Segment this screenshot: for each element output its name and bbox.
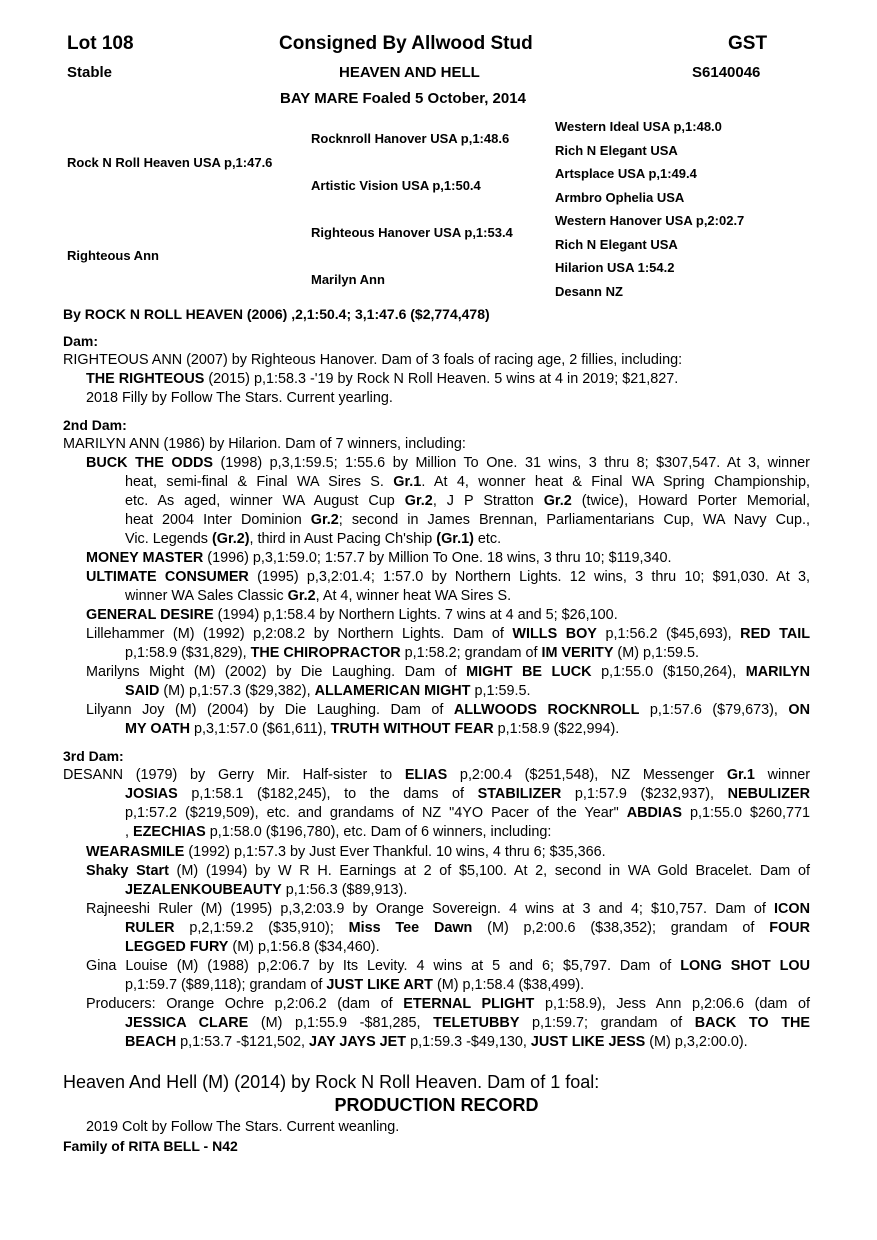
pedigree-g8: Desann NZ (555, 284, 623, 299)
dam-entry-1: THE RIGHTEOUS (2015) p,1:58.3 -'19 by Rock N Roll Heaven. 5 wins at 4 in 2019; $21,827. (86, 371, 679, 387)
entry-shaky-start: Shaky Start (M) (1994) by W R H. Earnings at 2 of $5,100. At 2, second in WA Gold Bracelet. Dam of JEZALENKOUBEAUTY p,1:56.3 ($89,913). (86, 863, 810, 898)
sale-code: GST (728, 33, 768, 54)
second-dam-heading: 2nd Dam: (63, 417, 127, 433)
third-dam-intro: DESANN (1979) by Gerry Mir. Half-sister to ELIAS p,2:00.4 ($251,548), NZ Messenger Gr.1 winner JOSIAS p,1:58.1 ($182,245), to the dams of STABILIZER p,1:57.9 ($232,937), NEBULIZER p,1:57.2 ($219,509), etc. and grandams of NZ "4YO Pacer of the Year" ABDIAS p,1:55.0 $260,771 , EZECHIAS p,1:58.0 ($196,780), etc. Dam of 6 winners, including: (63, 767, 811, 840)
production-heading: PRODUCTION RECORD (334, 1095, 539, 1115)
horse-id: S6140046 (692, 64, 761, 81)
pedigree-g7: Hilarion USA 1:54.2 (555, 260, 675, 275)
pedigree-g4: Armbro Ophelia USA (555, 190, 685, 205)
pedigree-g6: Rich N Elegant USA (555, 237, 678, 252)
pedigree-g5: Western Hanover USA p,2:02.7 (555, 213, 745, 228)
sire-record: By ROCK N ROLL HEAVEN (2006) ,2,1:50.4; 3,1:47.6 ($2,774,478) (63, 306, 490, 322)
family-line: Family of RITA BELL - N42 (63, 1138, 238, 1154)
pedigree-g1: Western Ideal USA p,1:48.0 (555, 119, 722, 134)
entry-rajneeshi-ruler: Rajneeshi Ruler (M) (1995) p,3,2:03.9 by Orange Sovereign. 4 wins at 3 and 4; $10,757. Dam of ICON RULER p,2,1:59.2 ($35,910); Miss Tee Dawn (M) p,2:00.6 ($38,352); grandam of FOUR LEGGED FURY (M) p,1:56.8 ($34,460). (86, 901, 810, 955)
stable-label: Stable (67, 64, 113, 81)
production-entry: 2019 Colt by Follow The Stars. Current weanling. (86, 1119, 400, 1135)
production-intro: Heaven And Hell (M) (2014) by Rock N Roll Heaven. Dam of 1 foal: (63, 1072, 600, 1092)
dam-heading: Dam: (63, 333, 99, 349)
entry-general-desire: GENERAL DESIRE (1994) p,1:58.4 by Northern Lights. 7 wins at 4 and 5; $26,100. (86, 607, 618, 623)
pedigree-dam-dam: Marilyn Ann (311, 272, 385, 287)
entry-money-master: MONEY MASTER (1996) p,3,1:59.0; 1:57.7 by Million To One. 18 wins, 3 thru 10; $119,340. (86, 550, 672, 566)
third-dam-heading: 3rd Dam: (63, 748, 124, 764)
second-dam-intro: MARILYN ANN (1986) by Hilarion. Dam of 7 winners, including: (63, 436, 466, 452)
entry-gina-louise: Gina Louise (M) (1988) p,2:06.7 by Its Levity. 4 wins at 5 and 6; $5,797. Dam of LONG SHOT LOU p,1:59.7 ($89,118); grandam of JUST LIKE ART (M) p,1:58.4 ($38,499). (86, 958, 810, 993)
dam-intro: RIGHTEOUS ANN (2007) by Righteous Hanover. Dam of 3 foals of racing age, 2 fillies, including: (63, 352, 683, 368)
entry-ultimate-consumer: ULTIMATE CONSUMER (1995) p,3,2:01.4; 1:57.0 by Northern Lights. 12 wins, 3 thru 10; $91,030. At 3, winner WA Sales Classic Gr.2, At 4, winner heat WA Sires S. (86, 569, 810, 604)
lot-number: Lot 108 (67, 33, 134, 54)
pedigree-dam: Righteous Ann (67, 248, 159, 263)
dam-entry-2: 2018 Filly by Follow The Stars. Current yearling. (86, 390, 393, 406)
entry-wearasmile: WEARASMILE (1992) p,1:57.3 by Just Ever Thankful. 10 wins, 4 thru 6; $35,366. (86, 844, 606, 860)
entry-lillehammer: Lillehammer (M) (1992) p,2:08.2 by Northern Lights. Dam of WILLS BOY p,1:56.2 ($45,693), RED TAIL p,1:58.9 ($31,829), THE CHIROPRACTOR p,1:58.2; grandam of IM VERITY (M) p,1:59.5. (86, 626, 811, 661)
entry-marilyns-might: Marilyns Might (M) (2002) by Die Laughing. Dam of MIGHT BE LUCK p,1:55.0 ($150,264), MARILYN SAID (M) p,1:57.3 ($29,382), ALLAMERICAN MIGHT p,1:59.5. (86, 664, 810, 699)
pedigree-sire-dam: Artistic Vision USA p,1:50.4 (311, 178, 481, 193)
horse-name: HEAVEN AND HELL (339, 64, 480, 81)
entry-buck-the-odds: BUCK THE ODDS (1998) p,3,1:59.5; 1:55.6 by Million To One. 31 wins, 3 thru 8; $307,547. At 3, winner heat, semi-final & Final WA Sires S. Gr.1. At 4, wonner heat & Final WA Spring Championship, etc. As aged, winner WA August Cup Gr.2, J P Stratton Gr.2 (twice), Howard Porter Memorial, heat 2004 Inter Dominion Gr.2; second in James Brennan, Parliamentarians Cup, WA Navy Cup., Vic. Legends (Gr.2), third in Aust Pacing Ch'ship (Gr.1) etc. (86, 455, 810, 547)
pedigree-sire: Rock N Roll Heaven USA p,1:47.6 (67, 155, 273, 170)
pedigree-g3: Artsplace USA p,1:49.4 (555, 166, 697, 181)
horse-description: BAY MARE Foaled 5 October, 2014 (280, 90, 526, 107)
entry-lilyann-joy: Lilyann Joy (M) (2004) by Die Laughing. Dam of ALLWOODS ROCKNROLL p,1:57.6 ($79,673), ON MY OATH p,3,1:57.0 ($61,611), TRUTH WITHOUT FEAR p,1:58.9 ($22,994). (86, 702, 811, 737)
pedigree-dam-sire: Righteous Hanover USA p,1:53.4 (311, 225, 513, 240)
entry-producers: Producers: Orange Ochre p,2:06.2 (dam of ETERNAL PLIGHT p,1:58.9), Jess Ann p,2:06.6 (dam of JESSICA CLARE (M) p,1:55.9 -$81,285, TELETUBBY p,1:59.7; grandam of BACK TO THE BEACH p,1:53.7 -$121,502, JAY JAYS JET p,1:59.3 -$49,130, JUST LIKE JESS (M) p,3,2:00.0). (86, 996, 810, 1050)
pedigree-sire-sire: Rocknroll Hanover USA p,1:48.6 (311, 131, 510, 146)
consignor: Consigned By Allwood Stud (279, 33, 533, 54)
pedigree-g2: Rich N Elegant USA (555, 143, 678, 158)
